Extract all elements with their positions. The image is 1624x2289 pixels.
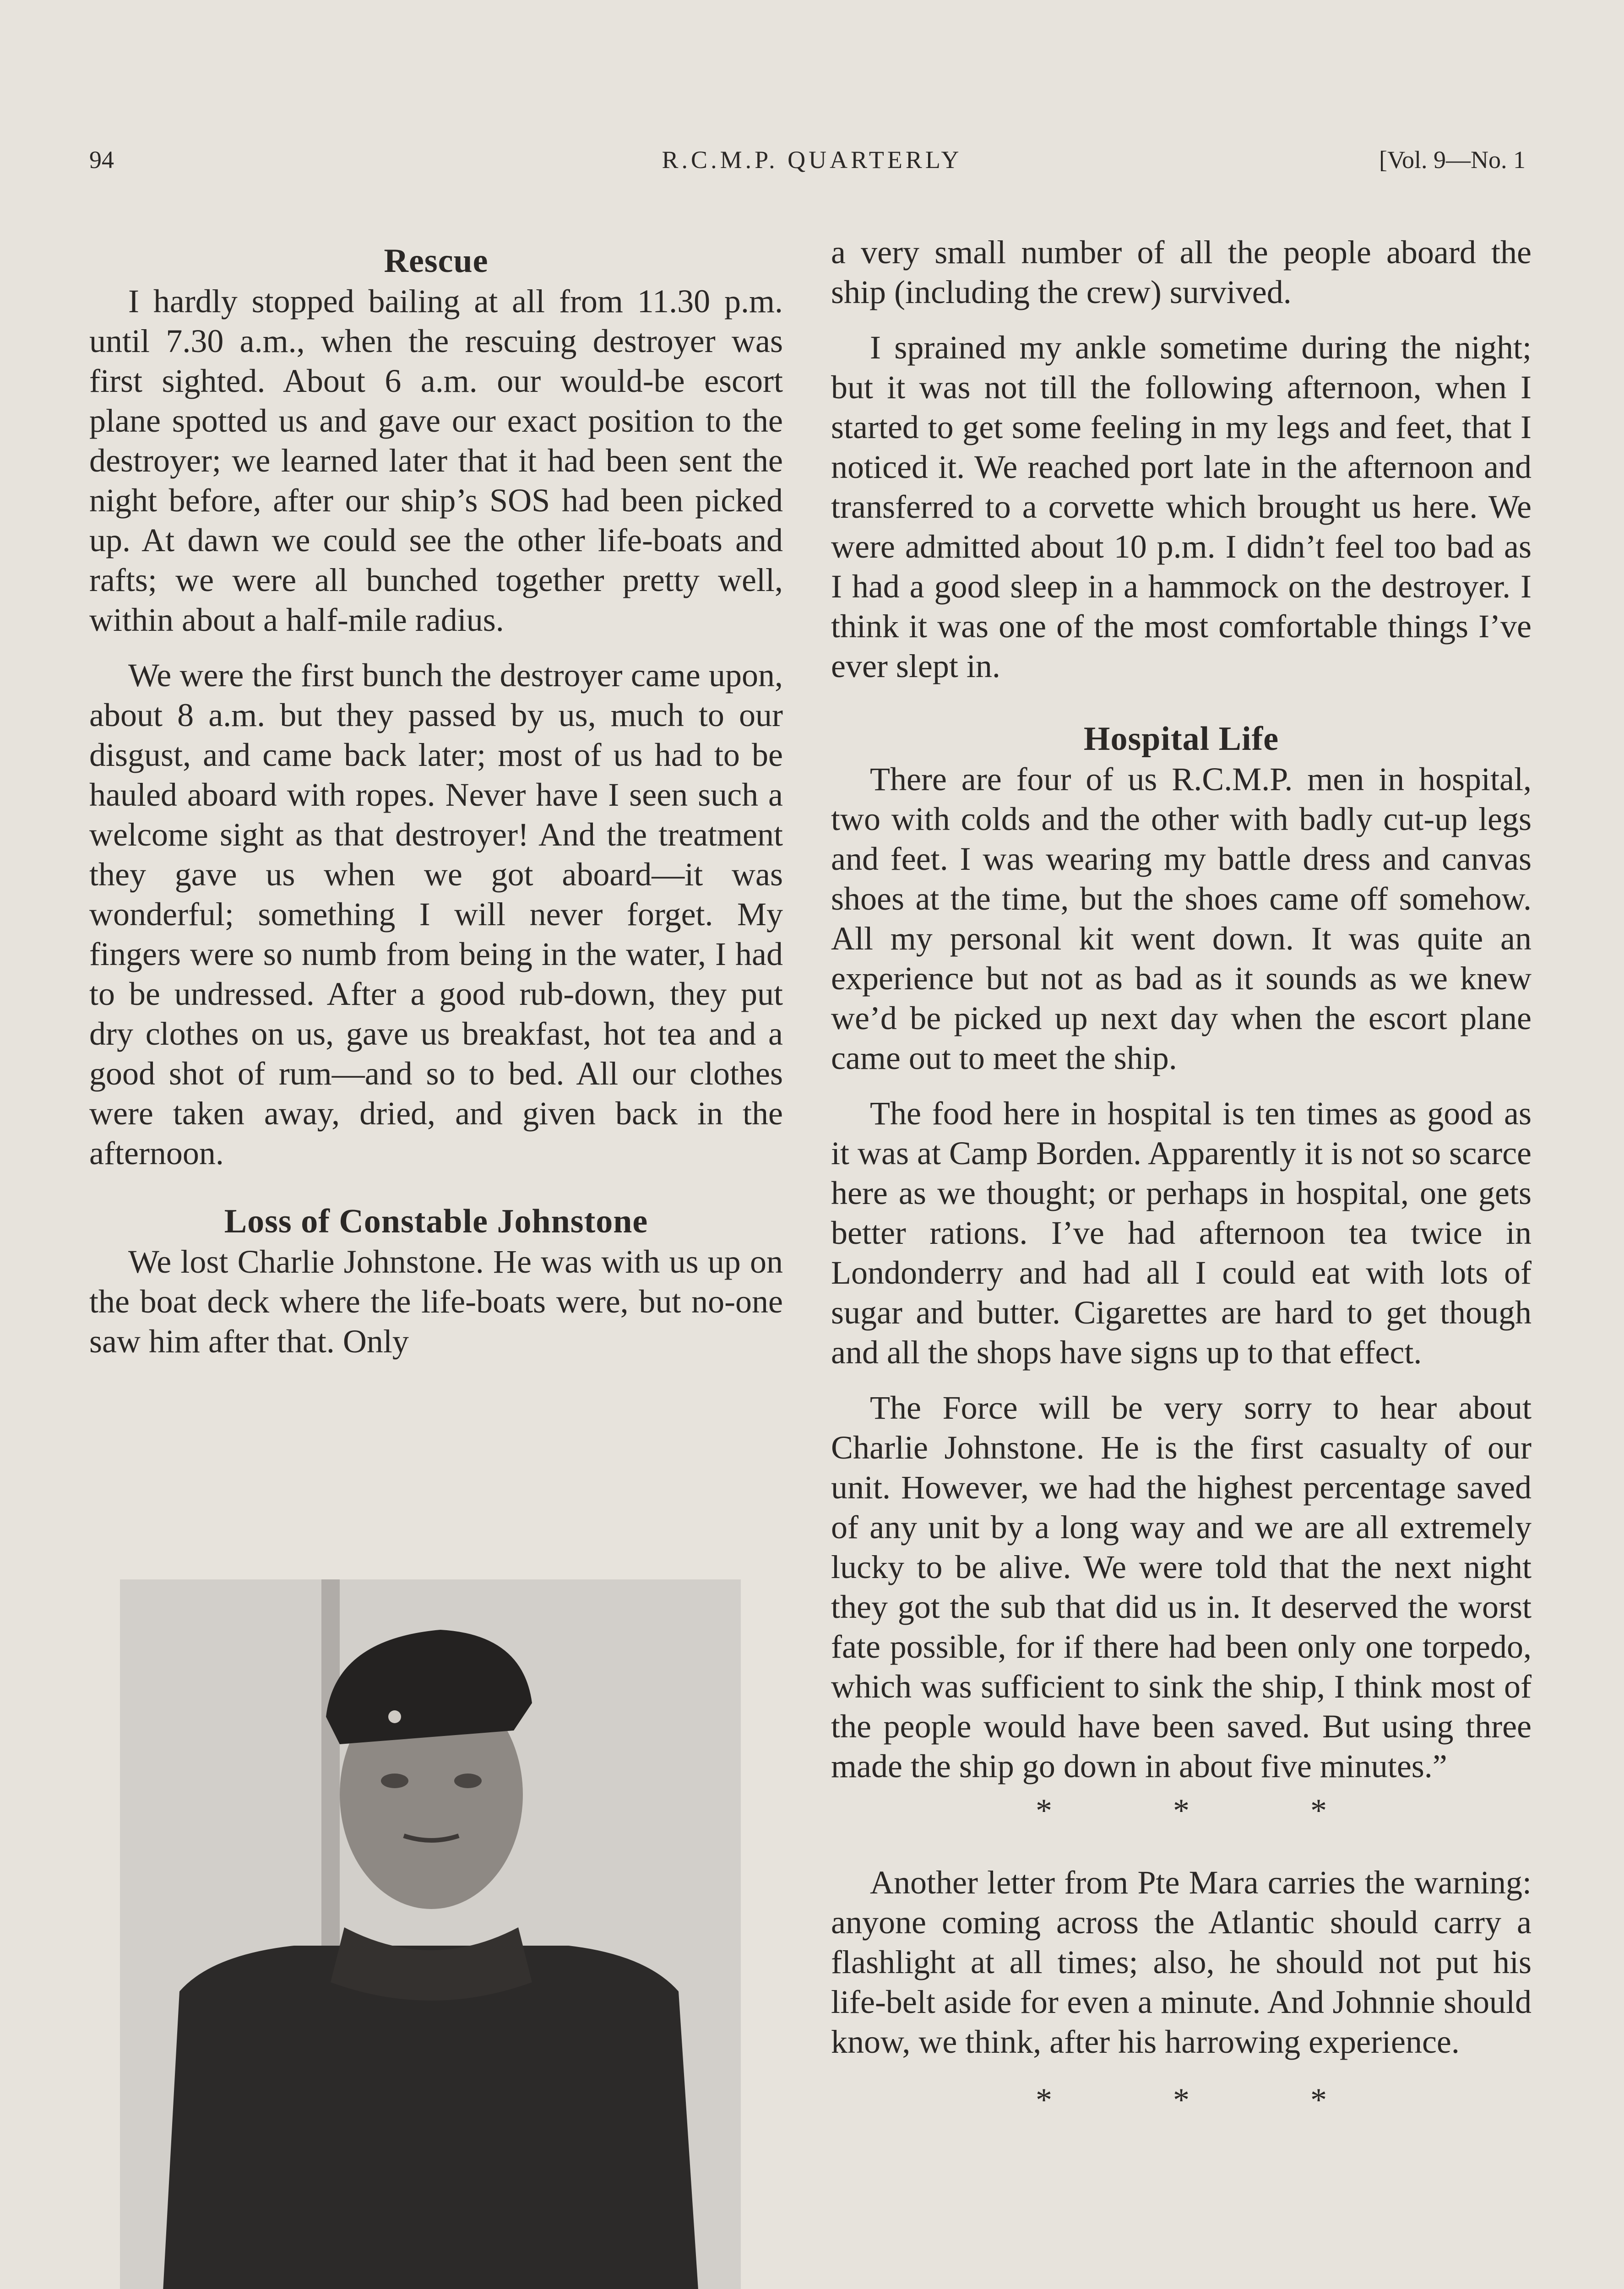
rescue-paragraph-2: We were the first bunch the destroyer came upon, about 8 a.m. but they passed by us, much to our disgust, and came back later; most of us had to be hauled aboard with ropes. Never have I seen such a welcome sight as that destroyer! And the treatment they gave us when we got aboard—it was wonderful; something I will never forget. My fingers were so numb from being in the water, I had to be undressed. After a good rub-down, they put dry clothes on us, gave us breakfast, hot tea and a good shot of rum—and so to bed. All our clothes were taken away, dried, and given back in the afternoon. (89, 657, 783, 1172)
right-column (831, 233, 1532, 2120)
separator-stars-2: * * * (1036, 2082, 1327, 2118)
rescue-paragraph-1: I hardly stopped bailing at all from 11.30 p.m. until 7.30 a.m., when the rescuing destroyer was first sighted. About 6 a.m. our would-be escort plane spotted us and gave our exact position to the destroyer; we learned later that it had been sent the night before, after our ship’s SOS had been picked up. At dawn we could see the other life-boats and rafts; we were all bunched together pretty well, within about a half-mile radius. (89, 283, 783, 638)
hospital-paragraph-1: There are four of us R.C.M.P. men in hospital, two with colds and the other with badly cut-up legs and feet. I was wearing my battle dress and canvas shoes at the time, but the shoes came off somehow. All my personal kit went down. It was quite an experience but not as bad as it sounds as we knew we’d be picked up next day when the escort plane came out to meet the ship. (831, 761, 1532, 1076)
portrait-photo (120, 1579, 741, 2289)
left-column (89, 240, 783, 1361)
hospital-paragraph-3: The Force will be very sorry to hear about Charlie Johnstone. He is the first casualty of our unit. However, we had the highest percentage saved of any unit by a long way and we are all extremely lucky to be alive. We were told that the next night they got the sub that did us in. It deserved the worst fate possible, for if there had been only one torpedo, which was sufficient to sink the ship, I think most of the people would have been saved. But using three made the ship go down in about five minutes.” (831, 1389, 1532, 1785)
page-header (89, 146, 1535, 182)
page-number: 94 (89, 146, 114, 174)
hospital-heading: Hospital Life (1083, 720, 1279, 758)
ankle-paragraph: I sprained my ankle sometime during the night; but it was not till the following afternoon, when I started to get some feeling in my legs and feet, that I noticed it. We reached port late in the afternoon and transferred to a corvette which brought us here. We were admitted about 10 p.m. I didn’t feel too bad as I had a good sleep in a hammock on the destroyer. I think it was one of the most comfortable things I’ve ever slept in. (831, 329, 1532, 684)
loss-paragraph: We lost Charlie Johnstone. He was with us up on the boat deck where the life-boats were, but no-one saw him after that. Only (89, 1243, 783, 1360)
continued-paragraph: a very small number of all the people aboard the ship (including the crew) survived. (831, 234, 1532, 310)
rescue-heading: Rescue (384, 242, 489, 280)
hospital-paragraph-2: The food here in hospital is ten times as good as it was at Camp Borden. Apparently it is not so scarce here as we thought; or perhaps in hospital, one gets better rations. I’ve had afternoon tea twice in Londonderry and had all I could eat with lots of sugar and butter. Cigarettes are hard to get though and all the shops have signs up to that effect. (831, 1095, 1532, 1371)
loss-heading: Loss of Constable Johnstone (224, 1203, 648, 1240)
separator-stars-1: * * * (1036, 1792, 1327, 1829)
mara-paragraph: Another letter from Pte Mara carries the warning: anyone coming across the Atlantic should carry a flashlight at all times; also, he should not put his life-belt aside for even a minute. And Johnnie should know, we think, after his harrowing experience. (831, 1864, 1532, 2060)
journal-title: R.C.M.P. QUARTERLY (662, 146, 962, 174)
portrait-image (120, 1579, 741, 2289)
volume-label: [Vol. 9—No. 1 (1379, 146, 1526, 174)
